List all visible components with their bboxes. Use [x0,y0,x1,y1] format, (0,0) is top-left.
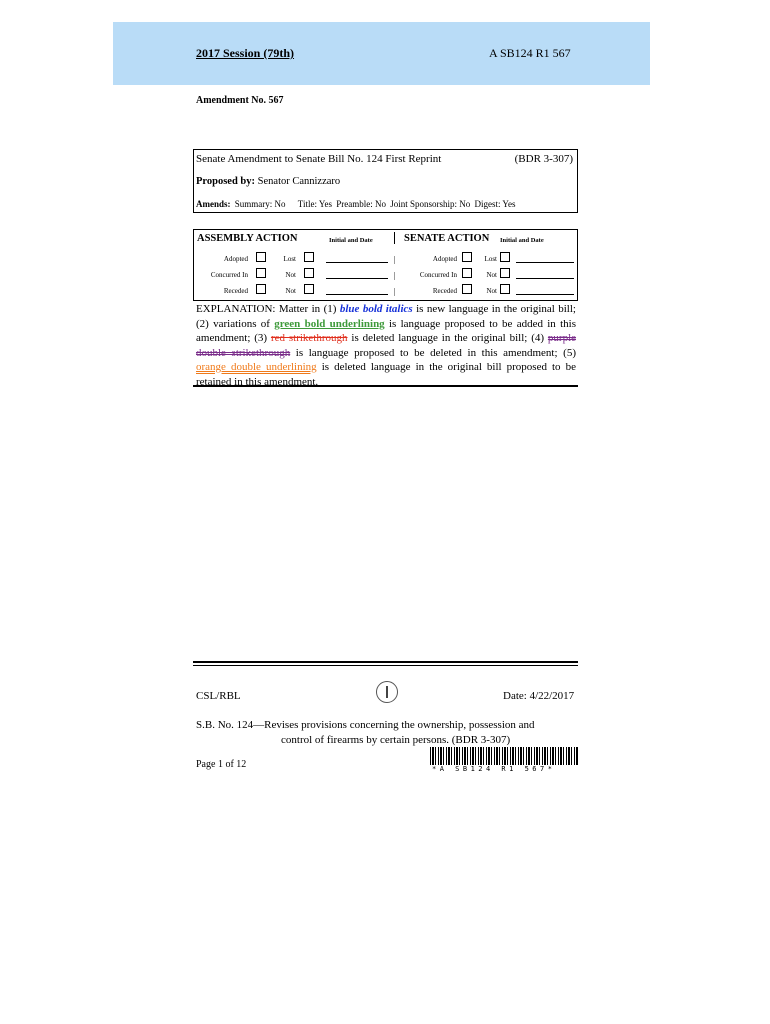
action-box [193,229,578,301]
bill-description-line2: control of firearms by certain persons. (BDR 3-307) [281,734,511,746]
senate-receded-label: Receded [432,287,457,295]
assembly-adopted-label: Adopted [223,255,248,263]
action-row-concurred [194,268,579,282]
amends-digest: Digest: Yes [474,199,516,209]
assembly-adopted-checkbox[interactable] [256,252,266,262]
senate-adopted-checkbox[interactable] [462,252,472,262]
explanation-part: is deleted language in the original bill; (4) [347,332,548,344]
explanation-part: is language proposed to be deleted in this amendment; (5) [290,346,576,359]
assembly-action-heading: ASSEMBLY ACTION [197,233,298,244]
explanation-part: EXPLANATION: Matter in (1) [196,303,340,315]
amends-summary: Summary: No [234,199,286,209]
bill-code: A SB124 R1 567 [489,46,571,60]
green-underline-sample: green bold underlining [274,317,385,330]
explanation-part: is new language in the original bill; (2) variations of [196,303,576,330]
bill-description [196,718,576,748]
senate-lost-label: Lost [484,255,497,263]
amends-preamble: Preamble: No [336,199,386,209]
explanation-part: is deleted language in the original bill proposed to be retained in this amendment. [196,361,576,388]
senate-concurred-label: Concurred In [419,271,457,279]
divider-tick: | [394,255,396,264]
proposed-by [196,176,340,187]
senate-not-label: Not [486,271,497,279]
action-row-adopted [194,252,579,266]
drafter-initials: CSL/RBL [196,690,241,702]
assembly-not-checkbox-2[interactable] [304,284,314,294]
divider [394,232,395,244]
senate-action-heading: SENATE ACTION [404,233,490,244]
barcode-text: *A SB124 R1 567* [432,765,556,773]
senate-adopted-label: Adopted [432,255,457,263]
senate-initial-line [516,294,574,295]
assembly-lost-checkbox[interactable] [304,252,314,262]
assembly-concurred-label: Concurred In [210,271,248,279]
assembly-initial-line [326,262,388,263]
amendment-number: Amendment No. 567 [196,95,284,106]
amendment-date: Date: 4/22/2017 [503,690,575,702]
explanation-part: is language proposed to be added in this amendment; (3) [196,317,576,344]
barcode [430,747,578,765]
bill-description-line1: S.B. No. 124—Revises provisions concerning the ownership, possession and [196,719,535,731]
assembly-receded-checkbox[interactable] [256,284,266,294]
bdr-number: (BDR 3-307) [514,153,573,165]
senate-initial-line [516,278,574,279]
amends-line [196,199,516,209]
senate-initial-line [516,262,574,263]
purple-double-strikethrough-sample: purple double strikethrough [196,332,577,359]
senate-receded-checkbox[interactable] [462,284,472,294]
divider-tick: | [394,271,396,280]
footer-rule [193,661,578,663]
senate-initial-date-heading: Initial and Date [500,237,544,244]
senate-lost-checkbox[interactable] [500,252,510,262]
blue-bold-italics-sample: blue bold italics [339,303,413,315]
session-label: 2017 Session (79th) [196,46,295,60]
proposed-value: Senator Cannizzaro [257,176,341,187]
amendment-summary-box [193,149,578,213]
explanation-rule [193,385,578,387]
assembly-not-checkbox[interactable] [304,268,314,278]
senate-not-checkbox-2[interactable] [500,284,510,294]
amends-joint-sponsorship: Joint Sponsorship: No [390,199,471,209]
assembly-lost-label: Lost [283,255,296,263]
assembly-not-label-2: Not [285,287,296,295]
orange-double-underline-sample: orange double underlining [196,361,317,373]
action-row-receded [194,284,579,298]
explanation-text [196,302,576,389]
senate-not-checkbox[interactable] [500,268,510,278]
assembly-receded-label: Receded [223,287,248,295]
proposed-label: Proposed by: [196,176,256,187]
assembly-initial-line [326,278,388,279]
assembly-not-label: Not [285,271,296,279]
page-number: Page 1 of 12 [196,759,247,770]
amends-title: Title: Yes [297,199,332,209]
amends-label: Amends: [196,199,231,209]
footer-rule-thin [193,665,578,666]
assembly-initial-line [326,294,388,295]
amendment-title: Senate Amendment to Senate Bill No. 124 First Reprint [196,153,442,165]
divider-tick: | [394,287,396,296]
assembly-concurred-checkbox[interactable] [256,268,266,278]
red-strikethrough-sample: red strikethrough [270,332,348,344]
senate-not-label-2: Not [486,287,497,295]
state-seal-icon [376,681,398,703]
assembly-initial-date-heading: Initial and Date [329,237,373,244]
senate-concurred-checkbox[interactable] [462,268,472,278]
